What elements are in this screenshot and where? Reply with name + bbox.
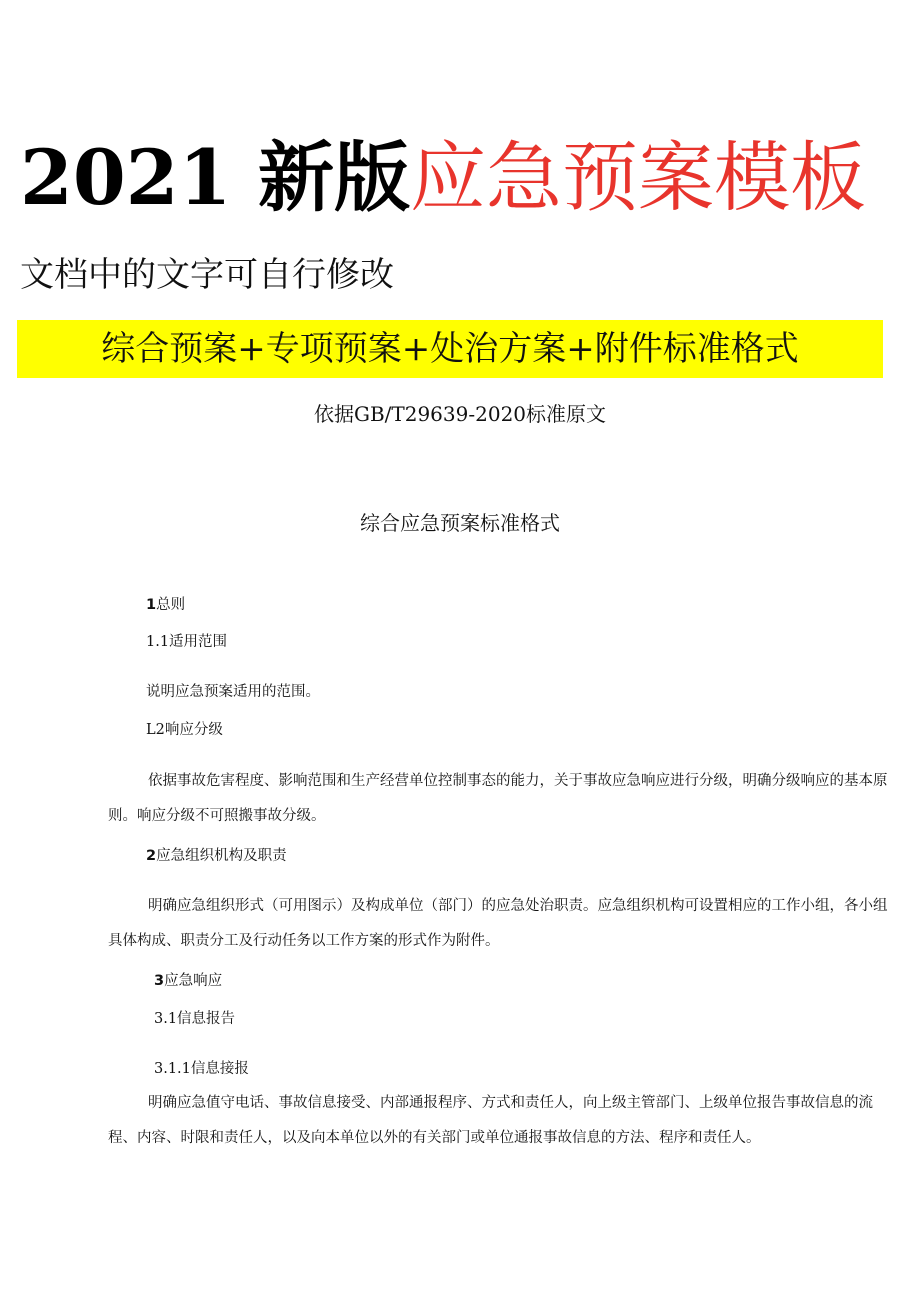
section-title: 综合应急预案标准格式 [360,511,560,535]
heading-1-1: 1.1适用范围 [146,634,228,650]
heading-1 [146,594,185,616]
heading-1-2: L2响应分级 [146,722,223,738]
banner-text: 综合预案+专项预案+处治方案+附件标准格式 [101,329,799,369]
subtitle: 文档中的文字可自行修改 [20,255,394,295]
heading-3-1-1: 3.1.1信息接报 [154,1061,249,1077]
highlight-banner [17,320,883,378]
heading-3 [154,970,222,992]
title-black-part: 新版 [258,133,410,222]
heading-2-text: 应急组织机构及职责 [156,848,287,864]
paragraph-3-1-1: 明确应急值守电话、事故信息接受、内部通报程序、方式和责任人，向上级主管部门、上级单位报告事故信息的流程、内容、时限和责任人，以及向本单位以外的有关部门或单位通报事故信息的方法、程序和责任人。 [108,1095,873,1146]
heading-3-1: 3.1信息报告 [154,1011,236,1027]
paragraph-1-1: 说明应急预案适用的范围。 [146,684,320,700]
paragraph-2: 明确应急组织形式（可用图示）及构成单位（部门）的应急处治职责。应急组织机构可设置相应的工作小组，各小组具体构成、职责分工及行动任务以工作方案的形式作为附件。 [108,898,888,949]
heading-1-number: 1 [146,597,157,613]
title-red-part: 应急预案模板 [410,133,866,222]
heading-3-number: 3 [154,973,165,989]
heading-1-text: 总则 [156,597,186,613]
title-year: 2021 [20,133,232,222]
paragraph-1-2: 依据事故危害程度、影响范围和生产经营单位控制事态的能力，关于事故应急响应进行分级，明确分级响应的基本原则。响应分级不可照搬事故分级。 [108,773,888,824]
heading-2 [146,845,287,867]
heading-2-number: 2 [146,848,157,864]
document-title [20,128,866,228]
standard-basis: 依据GB/T29639-2020标准原文 [313,402,607,426]
heading-3-text: 应急响应 [164,973,223,989]
